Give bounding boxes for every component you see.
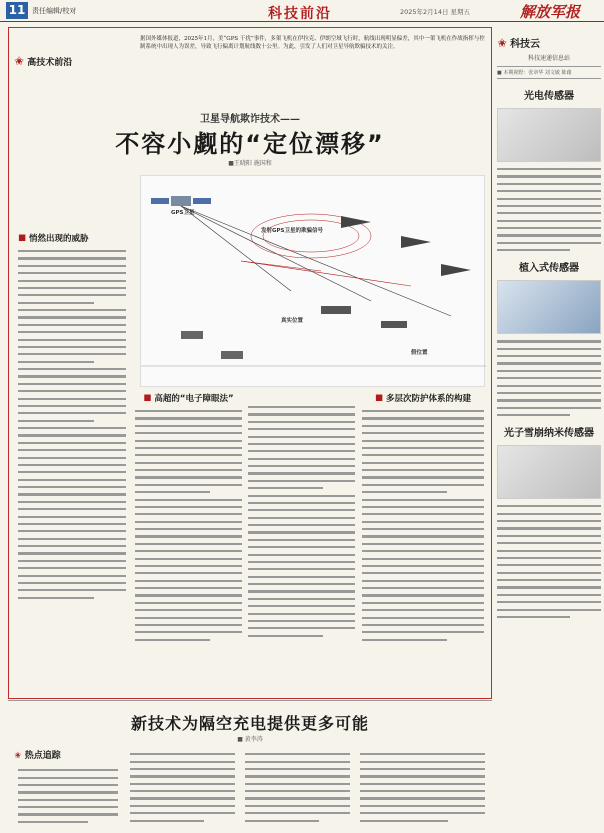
right-column-subtitle: 科技速递信息站 bbox=[527, 55, 570, 62]
star-icon: ✬ bbox=[14, 54, 25, 68]
newspaper-logo: 解放军报 bbox=[520, 3, 581, 21]
star-icon: ✬ bbox=[497, 35, 508, 50]
kicker: 卫星导航欺诈技术—— bbox=[200, 114, 300, 125]
star-icon: ✬ bbox=[14, 751, 22, 761]
right-column-editors: ■ 本期视野：张章华 刘文敏 陈藉 bbox=[497, 66, 601, 79]
section-2 bbox=[135, 392, 242, 646]
bottom-body-2 bbox=[130, 748, 235, 827]
section-body bbox=[362, 410, 484, 641]
satellite-icon bbox=[151, 196, 211, 206]
bullet-icon: ■ bbox=[374, 393, 383, 403]
bottom-body-3 bbox=[245, 748, 350, 827]
column-label-text: 高技术前沿 bbox=[27, 58, 73, 68]
section-1 bbox=[18, 232, 126, 604]
true-position-label: 真实位置 bbox=[281, 318, 304, 324]
section-name: 科技前沿 bbox=[268, 6, 332, 22]
right-column bbox=[497, 27, 601, 623]
bottom-body-1 bbox=[18, 764, 118, 828]
right-item-image bbox=[497, 445, 601, 499]
gps-spoofing-illustration bbox=[140, 175, 485, 387]
right-item-image bbox=[497, 280, 601, 334]
masthead bbox=[0, 0, 604, 22]
gps-satellite-label: GPS卫星 bbox=[171, 210, 195, 216]
section-heading bbox=[18, 232, 126, 244]
section-title: 高超的“电子障眼法” bbox=[154, 394, 234, 404]
bottom-body-4 bbox=[360, 748, 485, 827]
right-item-title: 光子雪崩纳米传感器 bbox=[504, 428, 594, 440]
right-item-title: 光电传感器 bbox=[524, 91, 574, 102]
section-heading bbox=[135, 392, 242, 404]
section-title: 悄然出现的威胁 bbox=[29, 234, 89, 244]
section-body bbox=[248, 406, 355, 637]
byline: ■王晓阳 施国和 bbox=[228, 160, 272, 167]
editor-credit: 责任编辑/校对 bbox=[32, 7, 77, 15]
right-column-tag-text: 科技云 bbox=[510, 39, 541, 50]
page-number: 11 bbox=[6, 2, 28, 19]
bottom-column-label-text: 热点追踪 bbox=[24, 751, 61, 761]
section-body bbox=[18, 250, 126, 599]
section-heading bbox=[362, 392, 484, 404]
section-3 bbox=[362, 392, 484, 646]
bottom-byline: ■ 黄李涛 bbox=[237, 736, 263, 743]
section-title: 多层次防护体系的构建 bbox=[386, 394, 472, 404]
spoof-signal-label: 发射GPS卫星的欺骗信号 bbox=[261, 228, 324, 234]
section-2b bbox=[248, 392, 355, 642]
bottom-column-label bbox=[14, 748, 61, 761]
plane-icon bbox=[341, 216, 471, 276]
bullet-icon: ■ bbox=[18, 233, 27, 243]
bullet-icon: ■ bbox=[143, 393, 152, 403]
headline: 不容小觑的“定位漂移” bbox=[115, 130, 385, 158]
column-label bbox=[14, 54, 72, 68]
section-body bbox=[135, 410, 242, 641]
lead-paragraph: 据国外媒体报道，2025年1月，美“GPS 干扰”事件，多架飞机在伊拉克、伊朗空域飞行时，航线出现明显偏差，其中一架飞机在作战指挥与控制系统中出现人为误差，导致飞行偏离计划航线数十公里。为此，引发了人们对卫星导航欺骗技术的关注。 bbox=[140, 36, 485, 50]
issue-date: 2025年2月14日 星期五 bbox=[400, 8, 471, 16]
right-item-image bbox=[497, 108, 601, 162]
right-item-title: 植入式传感器 bbox=[519, 263, 579, 275]
bottom-headline: 新技术为隔空充电提供更多可能 bbox=[130, 714, 369, 733]
fake-position-label: 假位置 bbox=[411, 350, 428, 356]
vehicle-icon bbox=[181, 331, 243, 359]
ship-icon bbox=[321, 306, 407, 328]
section-divider bbox=[8, 700, 492, 701]
right-column-tag bbox=[497, 35, 601, 50]
